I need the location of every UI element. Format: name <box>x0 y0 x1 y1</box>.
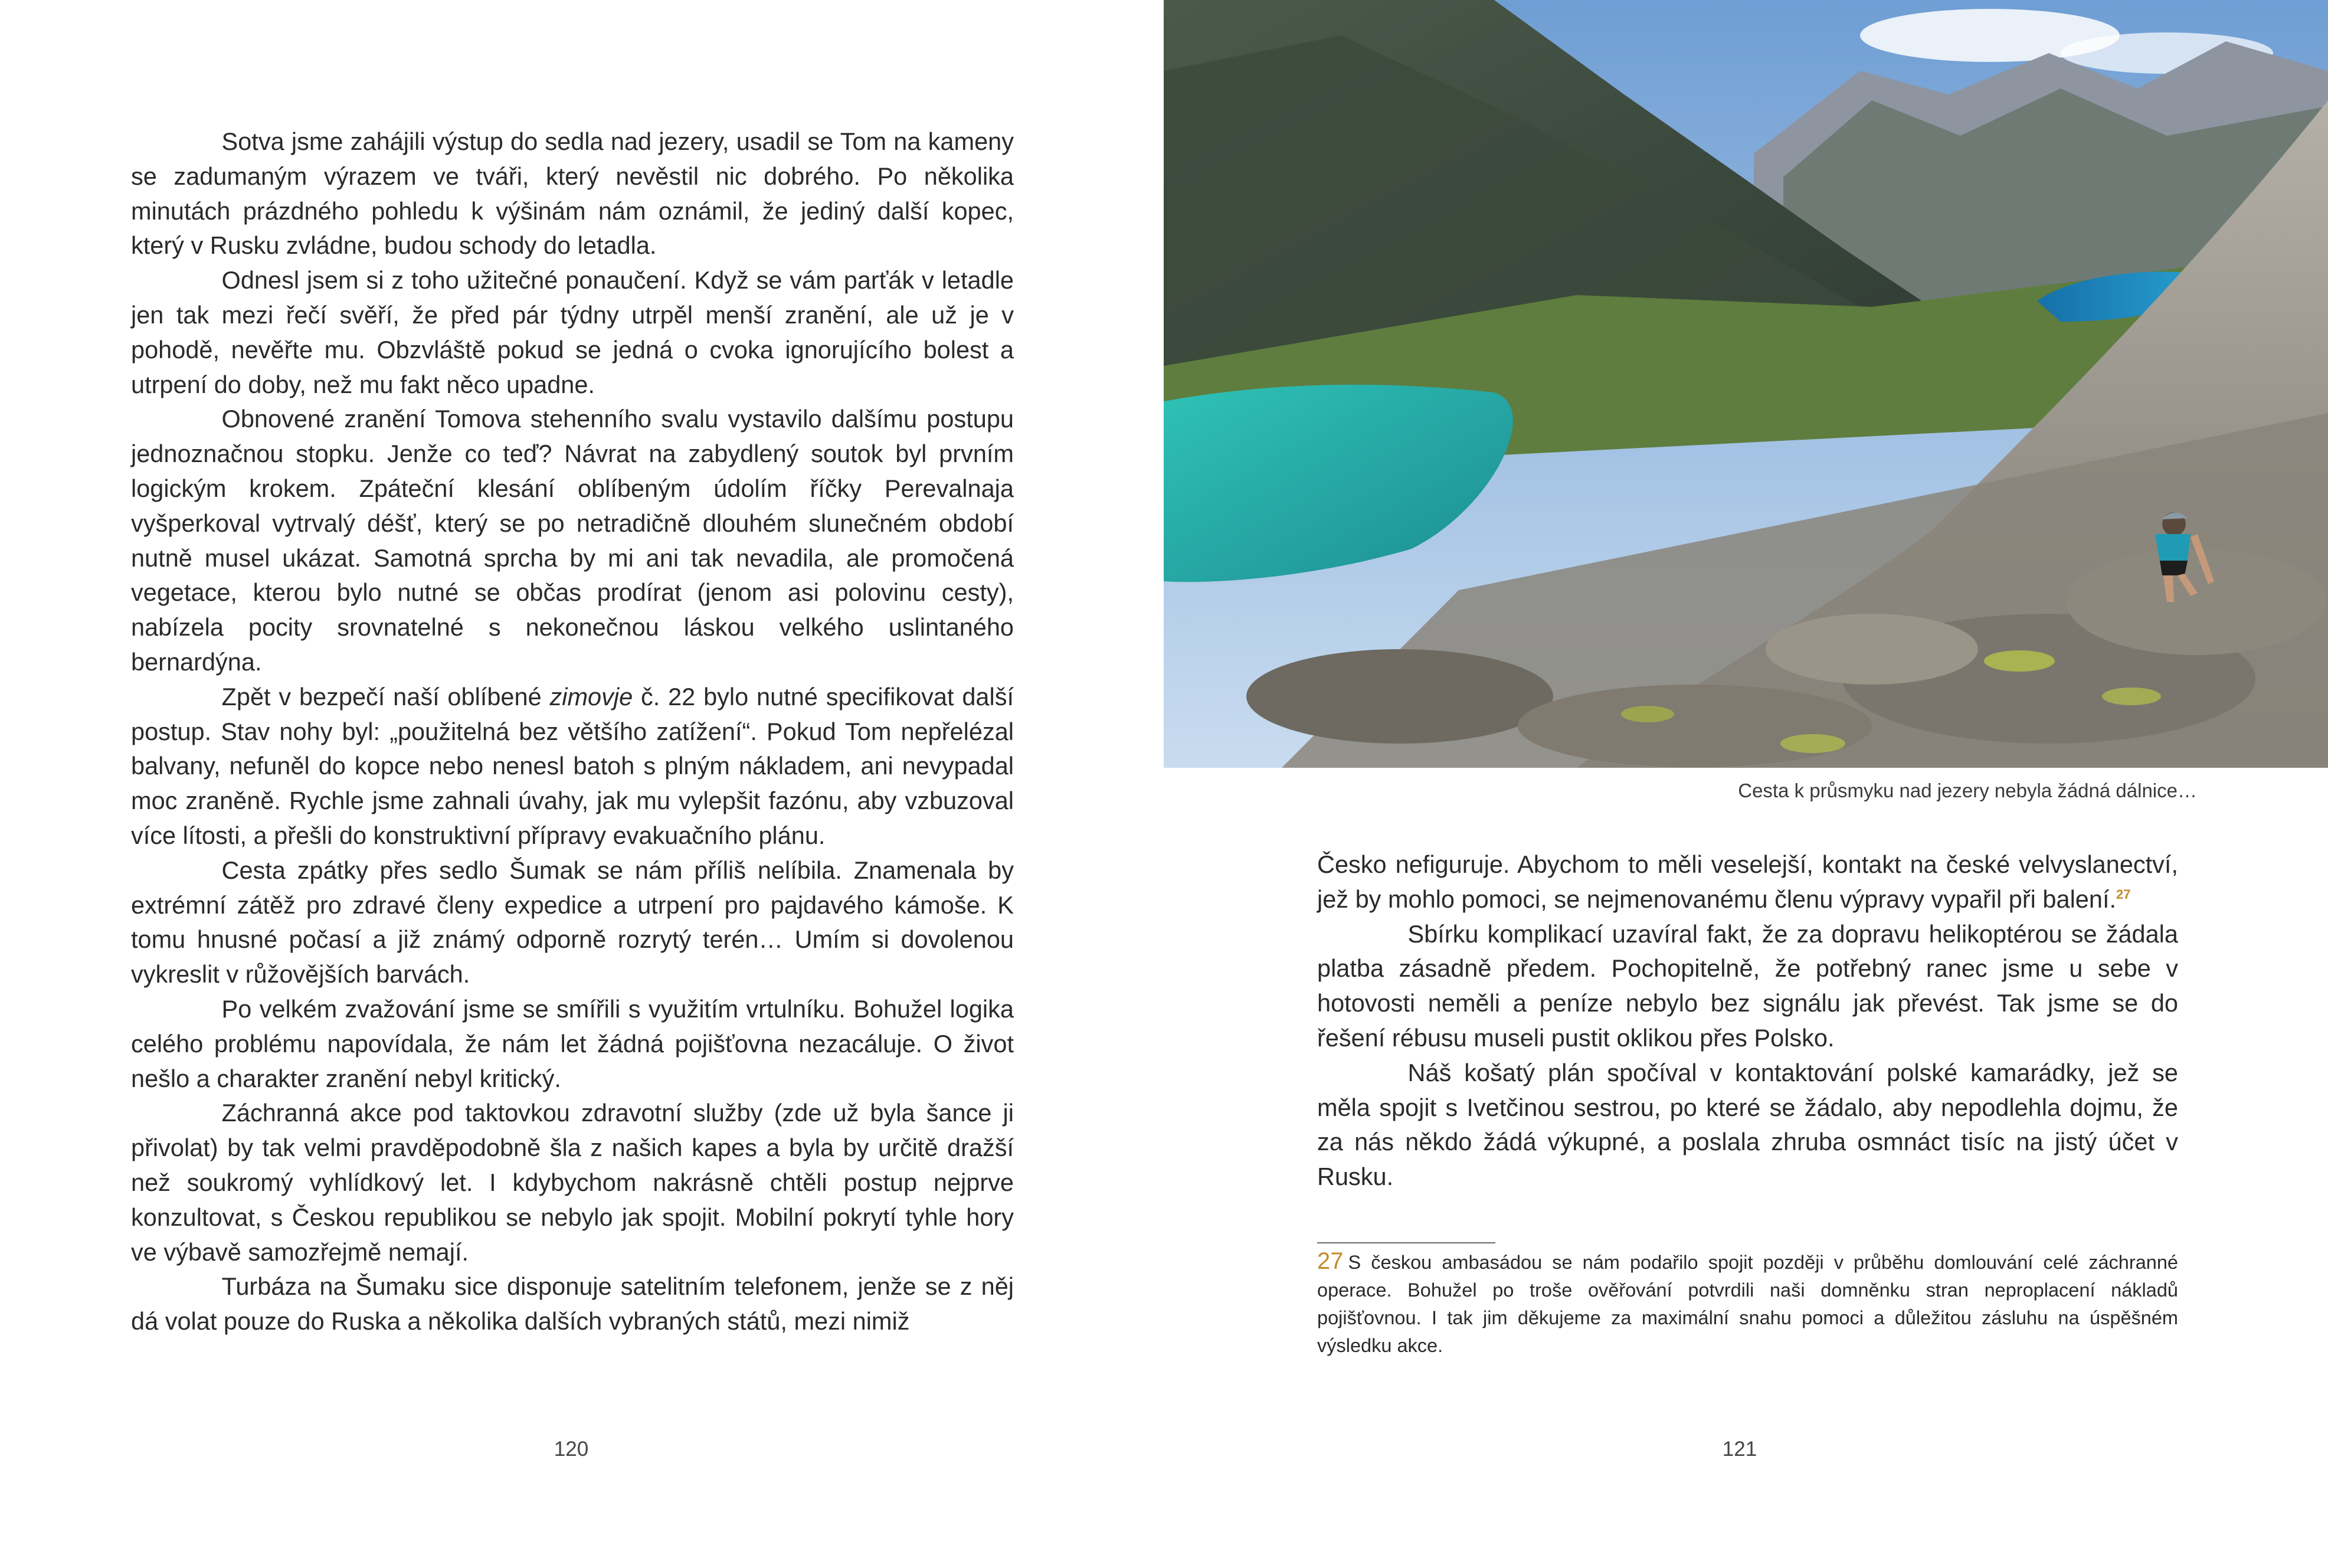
mountain-photo <box>1164 0 2328 768</box>
footnote-divider <box>1317 1242 1495 1243</box>
paragraph-text: Česko nefiguruje. Abychom to měli veselejší, kontakt na české velvyslanectví, jež by mohlo pomoci, se nejmenovanému členu výpravy vypařil při balení. <box>1317 850 2178 913</box>
footnote-text: S českou ambasádou se nám podařilo spojit později v průběhu domlouvání celé záchranné operace. Bohužel po troše ověřování potvrdili naši domněnku stran neproplacení nákladů pojišťovnou. I tak jim děkujeme za maximální snahu pomoci a důležitou zásluhu na úspěšném výsledku akce. <box>1317 1252 2178 1356</box>
paragraph: Obnovené zranění Tomova stehenního svalu vystavilo dalšímu postupu jednoznačnou stopku. Jenže co teď? Návrat na zabydlený soutok byl prvním logickým krokem. Zpáteční klesání oblíbeným údolím říčky Perevalnaja vyšperkoval vytrvalý déšť, který se po netradičně dlouhém slunečném období nutně musel ukázat. Samotná sprcha by mi ani tak nevadila, ale promočená vegetace, kterou bylo nutné se občas prodírat (jenom asi polovinu cesty), nabízela pocity srovnatelné s nekonečnou láskou velkého uslintaného bernardýna. <box>131 405 1014 676</box>
left-body-text <box>131 125 1014 1339</box>
right-page <box>1164 0 2328 1568</box>
paragraph-text: Zpět v bezpečí naší oblíbené <box>221 682 550 711</box>
mountain-photo-icon <box>1164 0 2328 768</box>
footnote-reference[interactable]: 27 <box>2116 886 2131 902</box>
paragraph: Záchranná akce pod taktovkou zdravotní služby (zde už byla šance ji přivolat) by tak velmi pravděpodobně šla z našich kapes a byla by určitě dražší než soukromý vyhlídkový let. I kdybychom nakrásně chtěli postup nejprve konzultovat, s Českou republikou se nebylo jak spojit. Mobilní pokrytí tyhle hory ve výbavě samozřejmě nemají. <box>131 1099 1014 1266</box>
paragraph-text: č. 22 bylo nutné specifikovat další postup. Stav nohy byl: „použitelná bez většího zatížení“. Pokud Tom nepřelézal balvany, nefuněl do kopce nebo nenesl batoh s plným nákladem, ani nevypadal moc zraněně. Rychle jsme zahnali úvahy, jak mu vylepšit fazónu, aby vzbuzoval více lítosti, a přešli do konstruktivní přípravy evakuačního plánu. <box>131 682 1014 849</box>
paragraph: Po velkém zvažování jsme se smířili s využitím vrtulníku. Bohužel logika celého problému napovídala, že nám let žádná pojišťovna nezacáluje. O život nešlo a charakter zranění nebyl kritický. <box>131 994 1014 1092</box>
paragraph: Cesta zpátky přes sedlo Šumak se nám příliš nelíbila. Znamenala by extrémní zátěž pro zdravé členy expedice a utrpení pro pajdavého kámoše. K tomu hnusné počasí a již známý odporně rozrytý terén… Umím si dovolenou vykreslit v růžovějších barvách. <box>131 856 1014 988</box>
paragraph: Sbírku komplikací uzavíral fakt, že za dopravu helikoptérou se žádala platba zásadně předem. Pochopitelně, že potřebný ranec jsme u sebe v hotovosti neměli a peníze nebylo bez signálu jak převést. Tak jsme se do řešení rébusu museli pustit oklikou přes Polsko. <box>1317 919 2178 1052</box>
footnote-number: 27 <box>1317 1248 1344 1274</box>
photo-caption: Cesta k průsmyku nad jezery nebyla žádná dálnice… <box>1738 780 2197 801</box>
emphasized-term: zimovje <box>549 682 633 711</box>
paragraph: Odnesl jsem si z toho užitečné ponaučení. Když se vám parťák v letadle jen tak mezi řečí svěří, že před pár týdny utrpěl menší zranění, ale už je v pohodě, nevěřte mu. Obzvláště pokud se jedná o cvoka ignorujícího bolest a utrpení do doby, než mu fakt něco upadne. <box>131 266 1014 398</box>
paragraph: Turbáza na Šumaku sice disponuje satelitním telefonem, jenže se z něj dá volat pouze do Ruska a několika dalších vybraných států, mezi nimiž <box>131 1272 1014 1335</box>
paragraph <box>1317 847 2178 917</box>
paragraph <box>131 680 1014 853</box>
right-body-text <box>1317 847 2178 1194</box>
paragraph: Náš košatý plán spočíval v kontaktování polské kamarádky, jež se měla spojit s Ivetčinou sestrou, po které se žádalo, aby nepodlehla dojmu, že za nás někdo žádá výkupné, a poslala zhruba osmnáct tisíc na jistý účet v Rusku. <box>1317 1058 2178 1191</box>
page-number: 120 <box>554 1438 589 1461</box>
footnote <box>1317 1248 2178 1360</box>
page-number: 121 <box>1722 1438 1757 1461</box>
paragraph: Sotva jsme zahájili výstup do sedla nad jezery, usadil se Tom na kameny se zadumaným výrazem ve tváři, který nevěstil nic dobrého. Po několika minutách prázdného pohledu k výšinám nám oznámil, že jediný další kopec, který v Rusku zvládne, budou schody do letadla. <box>131 127 1014 260</box>
